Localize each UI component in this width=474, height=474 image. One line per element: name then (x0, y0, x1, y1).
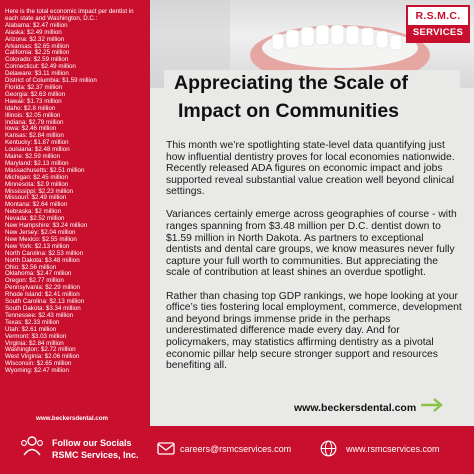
state-row: South Carolina: $2.13 million (5, 298, 85, 306)
state-row: Indiana: $2.79 million (5, 118, 64, 126)
state-row: North Dakota: $3.48 million (5, 256, 80, 264)
state-row: Ohio: $2.56 million (5, 263, 57, 271)
source-link-left[interactable]: www.beckersdental.com (36, 415, 108, 422)
state-row: Pennsylvania: $2.29 million (5, 284, 80, 292)
arrow-right-icon (420, 398, 444, 412)
logo-text-bottom: SERVICES (408, 25, 468, 41)
state-row: Georgia: $2.63 million (5, 90, 66, 98)
state-list (5, 9, 147, 375)
article-body (166, 140, 462, 383)
state-row: Kentucky: $1.87 million (5, 139, 69, 147)
mail-icon (157, 442, 175, 455)
state-row: New Hampshire: $3.24 million (5, 222, 88, 230)
state-row: Florida: $2.37 million (5, 83, 63, 91)
state-row: Massachusetts: $2.51 million (5, 166, 85, 174)
email-link[interactable]: careers@rsmcservices.com (180, 444, 292, 454)
follow-socials-label: Follow our Socials (52, 438, 132, 448)
state-row: Nevada: $2.52 million (5, 215, 65, 223)
state-row: Wyoming: $2.47 million (5, 367, 69, 375)
state-row: Tennessee: $2.43 million (5, 311, 74, 319)
state-row: Illinois: $2.05 million (5, 111, 61, 119)
users-icon (20, 435, 44, 457)
state-row: California: $2.25 million (5, 49, 70, 57)
globe-icon (320, 440, 337, 457)
state-row: District of Columbia: $1.59 million (5, 77, 97, 85)
state-row: Maine: $2.59 million (5, 153, 61, 161)
paragraph-3: Rather than chasing top GDP rankings, we hope looking at your office’s ties fostering local employment, commerce, development and beyond brings immense pride in the perhaps underestimated difference made every day. And for policymakers, may statistics affirming dentistry as a pivotal economic pillar help secure stronger support and resources benefiting all. (166, 290, 462, 372)
state-row: Wisconsin: $2.65 million (5, 360, 72, 368)
state-row: Rhode Island: $2.41 million (5, 291, 80, 299)
state-row: Maryland: $2.13 million (5, 159, 69, 167)
state-row: South Dakota: $3.34 million (5, 304, 81, 312)
state-row: Delaware: $3.11 million (5, 70, 69, 78)
headline-line-1: Appreciating the Scale of (164, 70, 460, 96)
state-row: Oklahoma: $2.47 million (5, 270, 72, 278)
state-row: New York: $2.13 million (5, 242, 70, 250)
state-row: Louisiana: $2.48 million (5, 146, 70, 154)
state-row: West Virginia: $2.06 million (5, 353, 80, 361)
rsmc-logo (406, 5, 470, 43)
state-row: Montana: $2.64 million (5, 201, 68, 209)
state-row: Arkansas: $2.65 million (5, 42, 69, 50)
state-list-panel (0, 0, 150, 426)
state-row: Missouri: $2.49 million (5, 194, 67, 202)
state-row: Kansas: $2.84 million (5, 132, 64, 140)
state-row: Minnesota: $2.9 million (5, 180, 69, 188)
state-row: Vermont: $3.03 million (5, 332, 67, 340)
state-rows (5, 23, 147, 375)
state-row: Mississippi: $2.23 million (5, 187, 74, 195)
state-row: Washington: $2.72 million (5, 346, 76, 354)
state-row: New Mexico: $2.55 million (5, 235, 77, 243)
state-row: Arizona: $2.32 million (5, 35, 65, 43)
state-row: New Jersey: $2.04 million (5, 229, 76, 236)
state-row: Idaho: $2.8 million (5, 104, 56, 112)
company-name: RSMC Services, Inc. (52, 450, 139, 460)
state-row: Virginia: $2.84 million (5, 339, 64, 347)
logo-text-top: R.S.M.C. (415, 10, 461, 22)
headline-line-2: Impact on Communities (168, 98, 460, 124)
source-link[interactable]: www.beckersdental.com (294, 402, 417, 414)
state-row: Iowa: $2.46 million (5, 125, 57, 133)
state-row: Colorado: $2.59 million (5, 56, 69, 64)
state-row: Michigan: $2.45 million (5, 173, 68, 181)
paragraph-2: Variances certainly emerge across geographies of course - with ranges spanning from $3.48 million per D.C. dentist down to $1.59 million in North Dakota. As partners to exceptional dentists and dental care groups, we know measures never fully capture your full worth to communities. But appreciating the scale of contribution at least shines an overdue spotlight. (166, 209, 457, 279)
state-row: North Carolina: $2.53 million (5, 249, 84, 257)
website-link[interactable]: www.rsmcservices.com (346, 444, 440, 454)
headline (150, 70, 460, 130)
footer (0, 426, 474, 474)
state-row: Nebraska: $2 million (5, 208, 62, 216)
state-row: Utah: $2.61 million (5, 325, 57, 333)
state-row: Oregon: $2.77 million (5, 277, 64, 285)
state-row: Hawaii: $1.73 million (5, 97, 62, 105)
state-row: Alabama: $2.47 million (5, 21, 68, 29)
state-row: Alaska: $2.49 million (5, 28, 62, 36)
state-row: Connecticut: $2.49 million (5, 63, 76, 71)
state-row: Texas: $2.33 million (5, 318, 60, 326)
state-list-intro: Here is the total economic impact per dentist in each state and Washington, D.C.: (5, 8, 134, 22)
paragraph-1: This month we’re spotlighting state-level data quantifying just how influential dentistry proves for local economies nationwide. Recently released ADA figures on economic impact and jobs supported reveal substantial value creation well beyond clinical settings. (166, 140, 455, 198)
